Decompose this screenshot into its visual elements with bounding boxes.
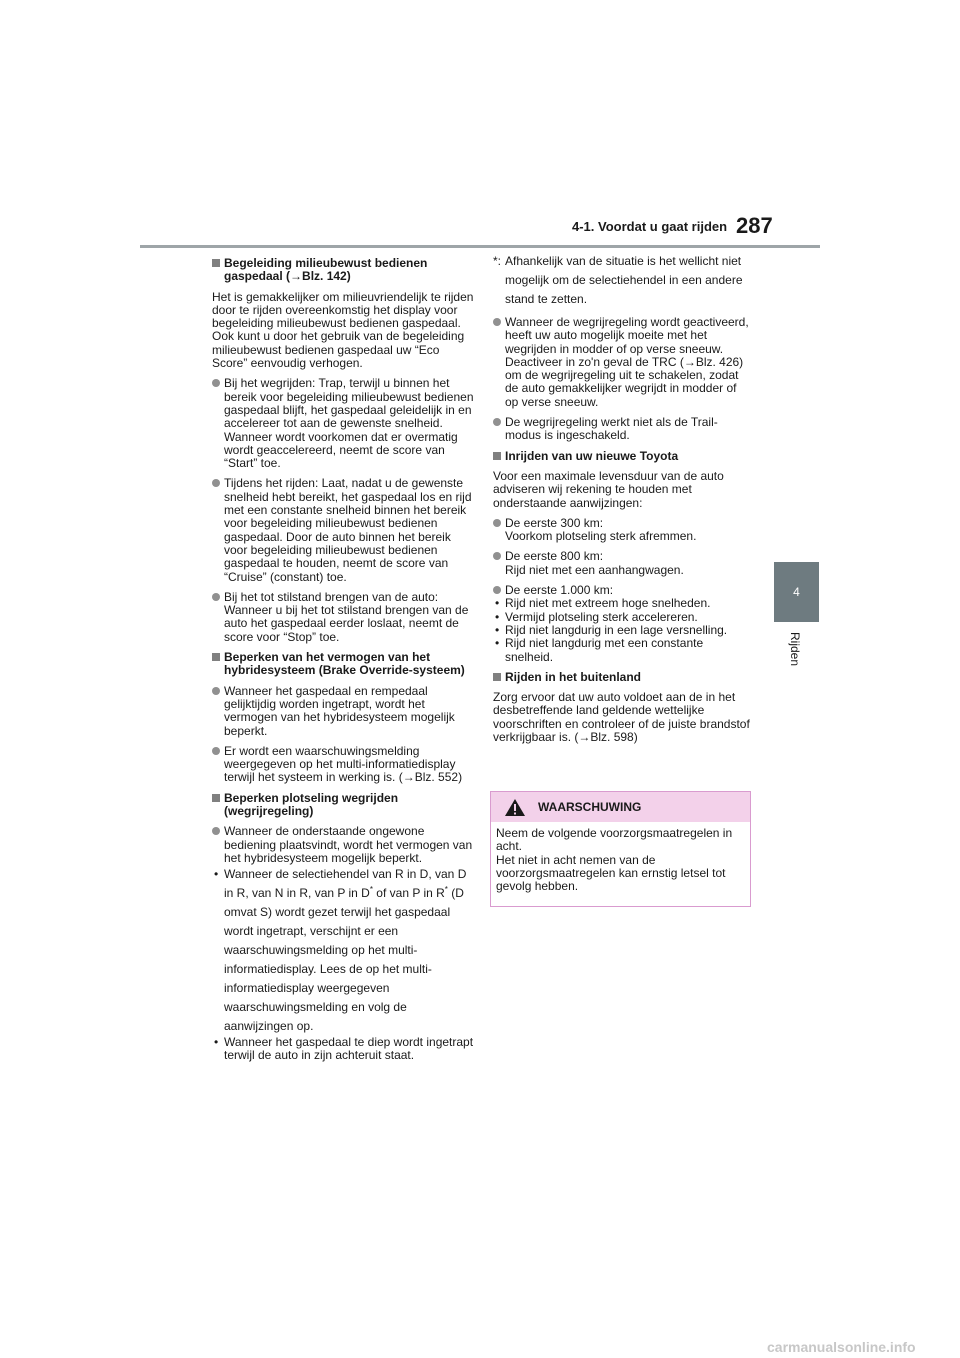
bullet-text: Wanneer de onderstaande ongewone bediening plaatsvindt, wordt het vermogen van het hybridesysteem mogelijk beperkt.: [224, 824, 473, 865]
warning-triangle-icon: [504, 798, 526, 817]
warning-body: [491, 822, 750, 893]
left-column: [212, 257, 476, 1063]
bullet-item: [493, 316, 751, 409]
chapter-tab: [774, 562, 819, 622]
warning-header: [491, 792, 750, 822]
footnote-text: Afhankelijk van de situatie is het wellicht niet mogelijk om de selectiehendel in een andere stand te zetten.: [505, 254, 743, 306]
bullet-item: [212, 825, 476, 865]
bullet-item: [212, 591, 476, 644]
warning-text: Neem de volgende voorzorgsmaatregelen in acht.: [496, 826, 733, 854]
bullet-icon: [212, 479, 220, 487]
sub-bullet: • Rijd niet langdurig met een constante snelheid.: [493, 637, 751, 664]
bullet-icon: [212, 827, 220, 835]
warning-title: WAARSCHUWING: [538, 800, 642, 814]
bullet-icon: [493, 418, 501, 426]
bullet-text: Bij het tot stilstand brengen van de auto: Wanneer u bij het tot stilstand brengen van de auto het gaspedaal eerder loslaat, neemt de score voor “Stop” toe.: [224, 589, 469, 644]
bullet-icon: [212, 747, 220, 755]
paragraph: Zorg ervoor dat uw auto voldoet aan de in het desbetreffende land geldende wettelijke voorschriften en controleer of de juiste brandstof verkrijgbaar is. (→Blz. 598): [493, 690, 750, 745]
section-heading: Inrijden van uw nieuwe Toyota: [493, 450, 751, 463]
bullet-text: Tijdens het rijden: Laat, nadat u de gewenste snelheid hebt bereikt, het gaspedaal los en rijd met een constante snelheid binnen het bereik voor begeleiding milieubewust bedienen gaspedaal. Door de auto binnen het bereik voor begeleiding milieubewust bedienen gaspedaal te houden, neemt de score van “Cruise” (constant) toe.: [224, 476, 472, 584]
sub-bullet-text: (D omvat S) wordt gezet terwijl het gaspedaal wordt ingetrapt, verschijnt er een waarschuwingsmelding op het multi-informatiedisplay. Lees de op het multi-informatiedisplay weergegeven waarschuwingsmelding en volg de aanwijzingen op.: [224, 886, 464, 1034]
bullet-text: De eerste 800 km:: [505, 549, 604, 564]
footnote-marker: *:: [493, 254, 502, 268]
right-column: [493, 252, 751, 751]
bullet-text: Voorkom plotseling sterk afremmen.: [505, 529, 697, 544]
bullet-text: De eerste 1.000 km:: [505, 583, 614, 598]
bullet-item: [212, 685, 476, 738]
paragraph: Voor een maximale levensduur van de auto adviseren wij rekening te houden met onderstaande aanwijzingen:: [493, 468, 724, 510]
warning-box: [490, 791, 751, 907]
bullet-icon: [493, 519, 501, 527]
bullet-text: De wegrijregeling werkt niet als de Trail-modus is ingeschakeld.: [505, 415, 718, 443]
sub-bullet-text: of van P in R: [372, 886, 445, 901]
sub-bullet: • Wanneer het gaspedaal te diep wordt ingetrapt terwijl de auto in zijn achteruit staat.: [212, 1036, 476, 1063]
watermark: carmanualsonline.info: [767, 1339, 916, 1355]
bullet-icon: [212, 379, 220, 387]
sub-bullet-text: Wanneer de selectiehendel van R in D, van D in R, van N in R, van P in D: [224, 867, 467, 901]
footnote: [493, 252, 751, 309]
sub-bullet: • Rijd niet langdurig in een lage versnelling.: [493, 624, 751, 637]
bullet-icon: [493, 552, 501, 560]
section-heading: Beperken plotseling wegrijden (wegrijregeling): [212, 792, 476, 819]
bullet-text: Rijd niet met een aanhangwagen.: [505, 562, 684, 577]
bullet-text: De eerste 300 km:: [505, 515, 604, 530]
bullet-icon: [212, 687, 220, 695]
bullet-text: Wanneer het gaspedaal en rempedaal gelijktijdig worden ingetrapt, wordt het vermogen van het hybridesysteem mogelijk beperkt.: [224, 683, 455, 738]
bullet-text: Er wordt een waarschuwingsmelding weergegeven op het multi-informatiedisplay terwijl het systeem in werking is. (→Blz. 552): [224, 743, 463, 785]
page-number: 287: [736, 213, 773, 238]
section-title: 4-1. Voordat u gaat rijden: [572, 219, 728, 234]
section-heading: Beperken van het vermogen van het hybridesysteem (Brake Override-systeem): [212, 651, 476, 678]
bullet-item: [493, 550, 751, 577]
warning-text: Het niet in acht nemen van de voorzorgsmaatregelen kan ernstig letsel tot gevolg hebben.: [496, 852, 726, 894]
section-heading: Begeleiding milieubewust bedienen gaspedaal (→Blz. 142): [212, 257, 476, 284]
bullet-text: Bij het wegrijden: Trap, terwijl u binnen het bereik voor begeleiding milieubewust bedienen gaspedaal blijft, het gaspedaal geleidelijk in en accelereer tot aan de gewenste snelheid. Wanneer wordt voorkomen dat er overmatig wordt geaccelereerd, neemt de score van “Start” toe.: [224, 376, 474, 471]
bullet-item: [212, 377, 476, 470]
section-heading: Rijden in het buitenland: [493, 671, 751, 684]
bullet-text: Wanneer de wegrijregeling wordt geactiveerd, heeft uw auto mogelijk moeite met het wegrijden in modder of op verse sneeuw. Deactiveer in zo'n geval de TRC (→Blz. 426) om de wegrijregeling uit te schakelen, zodat de auto gemakkelijker wegrijdt in modder of op verse sneeuw.: [505, 315, 749, 409]
bullet-item: [493, 584, 751, 597]
bullet-item: [212, 477, 476, 583]
footnote-marker: *: [369, 885, 373, 895]
sub-bullet: [212, 865, 476, 1036]
bullet-item: [493, 416, 751, 443]
sub-bullet: • Rijd niet met extreem hoge snelheden.: [493, 597, 751, 610]
bullet-icon: [212, 593, 220, 601]
bullet-icon: [493, 586, 501, 594]
paragraph: Het is gemakkelijker om milieuvriendelijk te rijden door te rijden overeenkomstig het display voor begeleiding milieubewust bedienen gaspedaal. Ook kunt u door het gebruik van de begeleiding milieubewust bedienen gaspedaal uw “Eco Score” eenvoudig verhogen.: [212, 289, 474, 371]
bullet-item: [212, 745, 476, 785]
bullet-icon: [493, 318, 501, 326]
header-divider: [140, 245, 820, 248]
chapter-label: Rijden: [788, 632, 802, 667]
sub-bullet: • Vermijd plotseling sterk accelereren.: [493, 611, 751, 624]
chapter-number: 4: [793, 585, 800, 599]
footnote-marker: *: [444, 885, 448, 895]
bullet-item: [493, 517, 751, 544]
